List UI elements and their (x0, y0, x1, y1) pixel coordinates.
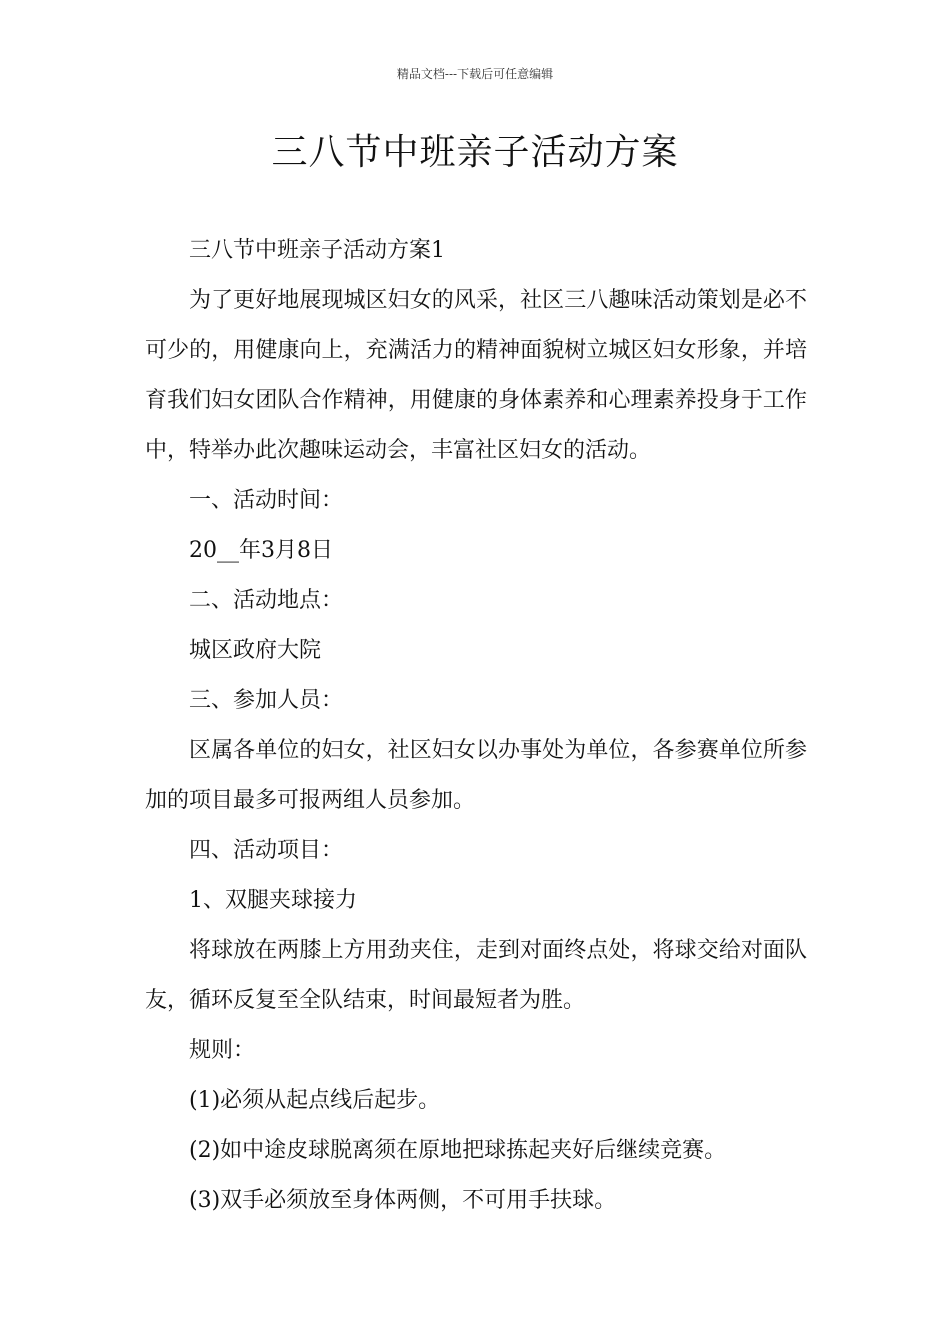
section-heading: 二、活动地点： (189, 588, 344, 613)
section-heading: 规则： (189, 1038, 256, 1063)
paragraph: 20__年3月8日 (189, 538, 333, 563)
section-heading: 四、活动项目： (189, 838, 344, 863)
paragraph: 将球放在两膝上方用劲夹住，走到对面终点处，将球交给对面队友，循环反复至全队结束，时间最短者为胜。 (145, 938, 807, 1013)
list-item: 1、双腿夹球接力 (189, 888, 357, 913)
paragraph: 区属各单位的妇女，社区妇女以办事处为单位，各参赛单位所参加的项目最多可报两组人员参加。 (145, 738, 807, 813)
list-item: (3)双手必须放至身体两侧，不可用手扶球。 (189, 1188, 617, 1213)
list-item: (1)必须从起点线后起步。 (189, 1088, 441, 1113)
header-note: 精品文档---下载后可任意编辑 (396, 67, 554, 81)
paragraph: 城区政府大院 (189, 638, 322, 663)
paragraph: 为了更好地展现城区妇女的风采，社区三八趣味活动策划是必不可少的，用健康向上，充满活力的精神面貌树立城区妇女形象，并培育我们妇女团队合作精神，用健康的身体素养和心理素养投身于工作中，特举办此次趣味运动会，丰富社区妇女的活动。 (145, 288, 807, 463)
section-heading: 三、参加人员： (189, 688, 344, 713)
document-body (145, 226, 807, 1226)
document-title: 三八节中班亲子活动方案 (271, 132, 679, 173)
section-heading: 三八节中班亲子活动方案1 (189, 238, 445, 263)
list-item: (2)如中途皮球脱离须在原地把球拣起夹好后继续竞赛。 (189, 1138, 727, 1163)
section-heading: 一、活动时间： (189, 488, 344, 513)
